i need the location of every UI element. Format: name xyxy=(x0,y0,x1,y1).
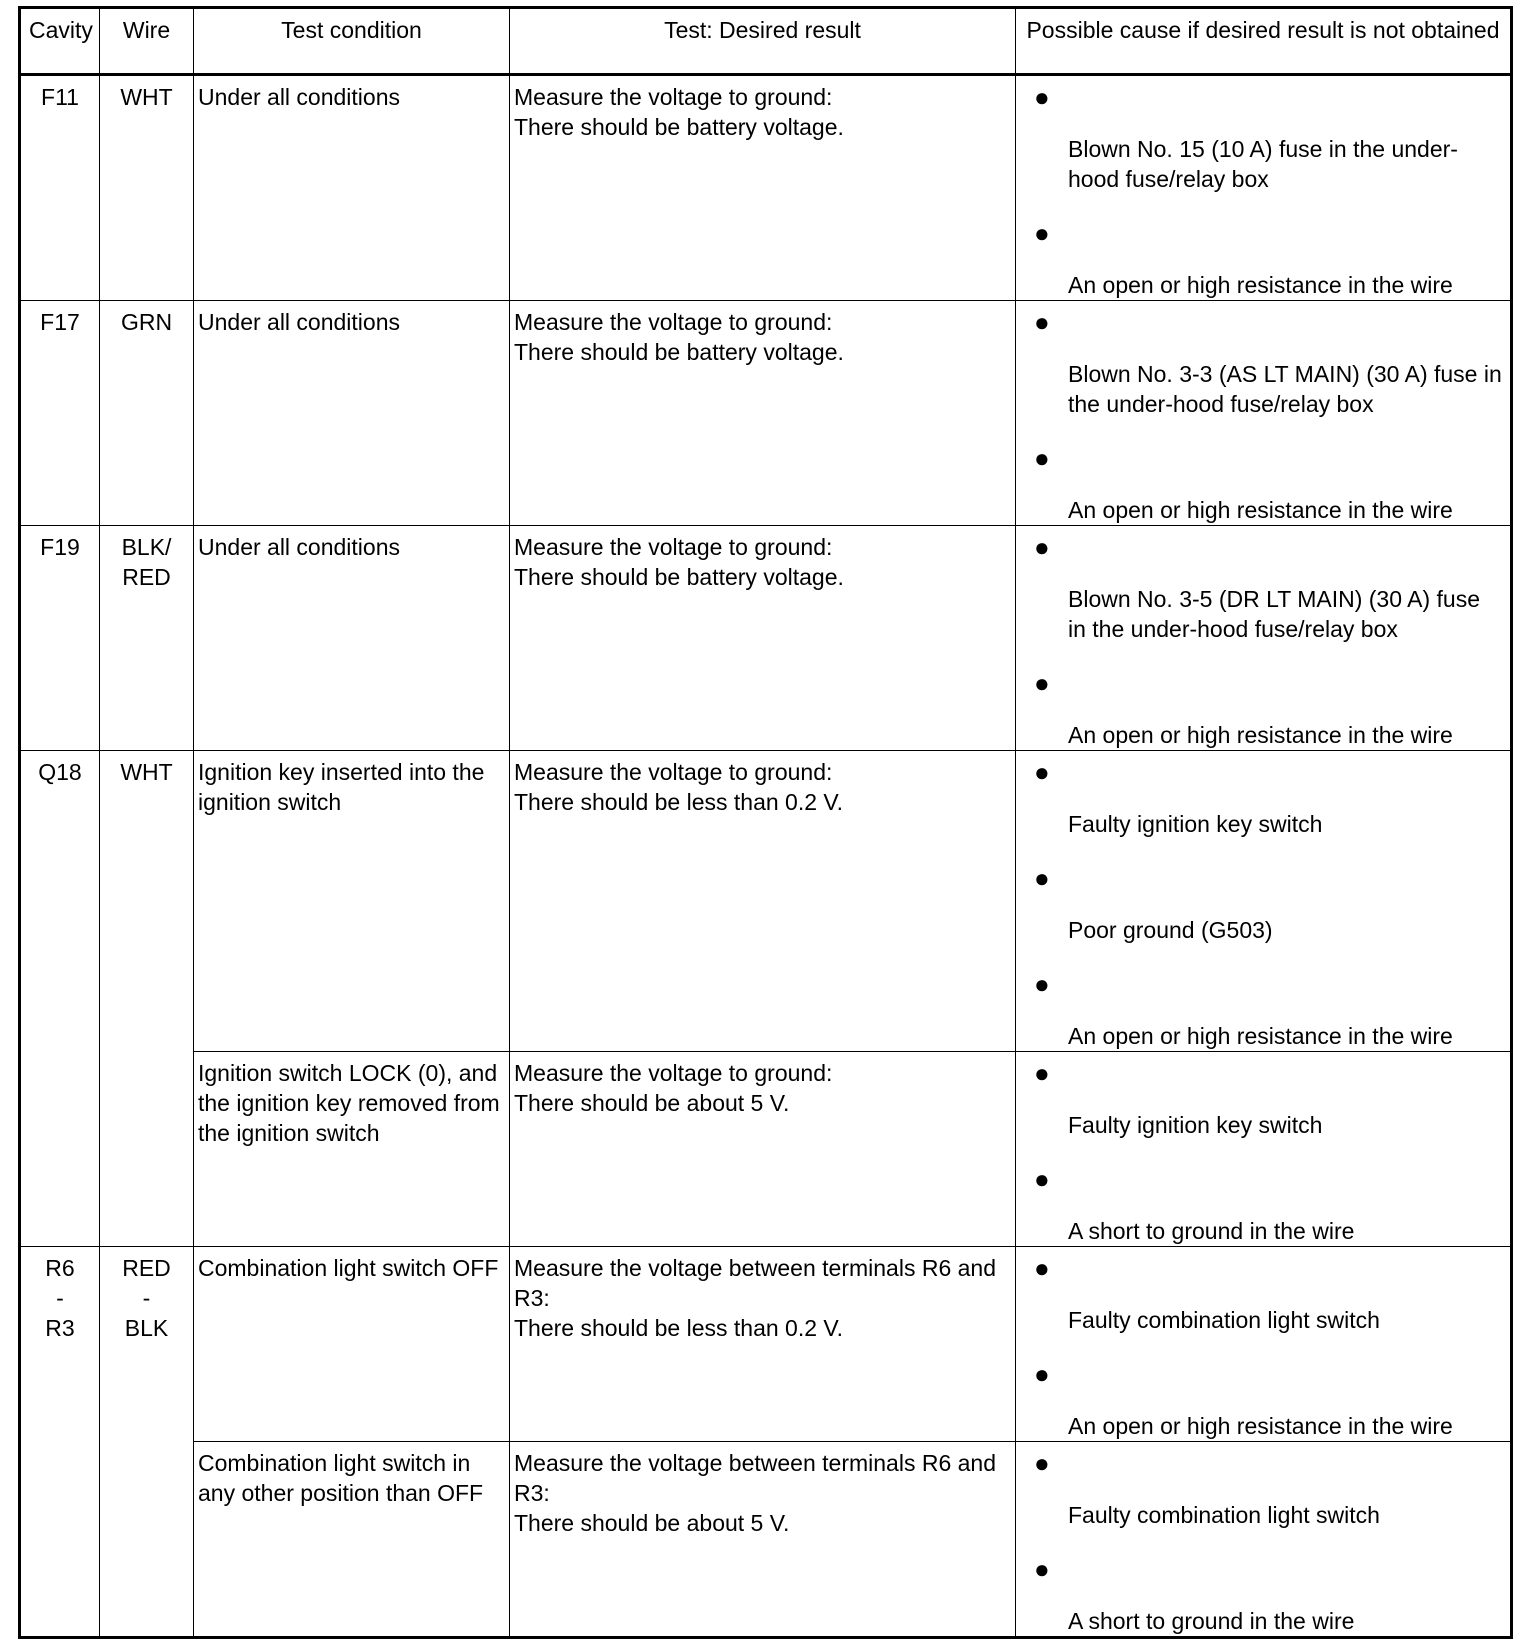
bullet-icon: ● xyxy=(1034,863,1050,893)
cause-text: An open or high resistance in the wire xyxy=(1068,497,1453,523)
test-table xyxy=(18,6,1513,1639)
cause-text: Faulty ignition key switch xyxy=(1068,811,1323,837)
cause-list xyxy=(1034,1056,1504,1246)
condition-lines xyxy=(198,307,505,337)
cause-list xyxy=(1034,80,1504,300)
result-line: Measure the voltage to ground: xyxy=(514,309,833,335)
test-condition-cell xyxy=(194,1052,510,1247)
cause-text: An open or high resistance in the wire xyxy=(1068,1413,1453,1439)
header-possible-cause: Possible cause if desired result is not obtained xyxy=(1016,8,1512,75)
cavity-line: F11 xyxy=(41,84,79,110)
result-line: Measure the voltage to ground: xyxy=(514,534,833,560)
cause-list xyxy=(1034,1251,1504,1441)
table-row xyxy=(20,75,1512,301)
cavity-line: Q18 xyxy=(38,759,82,785)
result-line: Measure the voltage to ground: xyxy=(514,84,833,110)
bullet-icon: ● xyxy=(1034,307,1050,337)
condition-line: Ignition key inserted into the ignition switch xyxy=(198,759,485,815)
condition-line: Combination light switch in any other position than OFF xyxy=(198,1450,484,1506)
wire-lines xyxy=(100,1253,193,1343)
cause-text: An open or high resistance in the wire xyxy=(1068,1023,1453,1049)
cavity-cell xyxy=(20,75,100,301)
desired-result-cell xyxy=(510,1247,1016,1442)
cause-item xyxy=(1034,1446,1504,1552)
table-row xyxy=(20,1247,1512,1442)
table-row xyxy=(20,751,1512,1052)
cause-text: A short to ground in the wire xyxy=(1068,1608,1355,1634)
cause-item xyxy=(1034,1162,1504,1246)
possible-cause-cell xyxy=(1016,1052,1512,1247)
header-cavity: Cavity xyxy=(20,8,100,75)
possible-cause-cell xyxy=(1016,301,1512,526)
bullet-icon: ● xyxy=(1034,1253,1050,1283)
test-condition-cell xyxy=(194,1442,510,1638)
cavity-lines xyxy=(21,82,99,112)
table-row xyxy=(20,1052,1512,1247)
result-line: Measure the voltage between terminals R6 and R3: xyxy=(514,1255,997,1311)
condition-lines xyxy=(198,1448,505,1508)
wire-line: BLK/ xyxy=(121,534,172,560)
cavity-cell xyxy=(20,1247,100,1638)
cause-item xyxy=(1034,216,1504,300)
bullet-icon: ● xyxy=(1034,532,1050,562)
cause-item xyxy=(1034,967,1504,1051)
wire-line: BLK xyxy=(124,1315,169,1341)
result-line: Measure the voltage to ground: xyxy=(514,1060,833,1086)
condition-lines xyxy=(198,82,505,112)
cause-list xyxy=(1034,530,1504,750)
header-test-condition: Test condition xyxy=(194,8,510,75)
result-lines xyxy=(514,757,1011,817)
cause-text: Faulty ignition key switch xyxy=(1068,1112,1323,1138)
possible-cause-cell xyxy=(1016,526,1512,751)
cause-item xyxy=(1034,666,1504,750)
cavity-lines xyxy=(21,757,99,787)
cause-item xyxy=(1034,1056,1504,1162)
bullet-icon: ● xyxy=(1034,82,1050,112)
result-lines xyxy=(514,307,1011,367)
cause-item xyxy=(1034,1251,1504,1357)
cause-item xyxy=(1034,305,1504,441)
cavity-line: F17 xyxy=(40,309,80,335)
cause-text: Blown No. 15 (10 A) fuse in the under-hood fuse/relay box xyxy=(1068,136,1458,192)
condition-lines xyxy=(198,532,505,562)
cause-list xyxy=(1034,755,1504,1051)
result-line: There should be battery voltage. xyxy=(514,339,844,365)
cavity-lines xyxy=(21,532,99,562)
cavity-line: R6 xyxy=(45,1255,75,1281)
cause-text: Blown No. 3-5 (DR LT MAIN) (30 A) fuse in the under-hood fuse/relay box xyxy=(1068,586,1481,642)
condition-line: Under all conditions xyxy=(198,309,401,335)
test-condition-cell xyxy=(194,751,510,1052)
desired-result-cell xyxy=(510,1442,1016,1638)
bullet-icon: ● xyxy=(1034,1554,1050,1584)
result-line: There should be less than 0.2 V. xyxy=(514,789,844,815)
condition-lines xyxy=(198,1058,505,1148)
possible-cause-cell xyxy=(1016,751,1512,1052)
bullet-icon: ● xyxy=(1034,443,1050,473)
desired-result-cell xyxy=(510,75,1016,301)
condition-lines xyxy=(198,1253,505,1283)
condition-line: Combination light switch OFF xyxy=(198,1255,499,1281)
wire-lines xyxy=(100,757,193,787)
cavity-cell xyxy=(20,301,100,526)
cavity-lines xyxy=(21,307,99,337)
bullet-icon: ● xyxy=(1034,969,1050,999)
result-line: There should be battery voltage. xyxy=(514,114,844,140)
result-line: Measure the voltage to ground: xyxy=(514,759,833,785)
cause-item xyxy=(1034,530,1504,666)
wire-line: WHT xyxy=(120,84,173,110)
result-line: Measure the voltage between terminals R6 and R3: xyxy=(514,1450,997,1506)
result-line: There should be less than 0.2 V. xyxy=(514,1315,844,1341)
header-row xyxy=(20,8,1512,75)
possible-cause-cell xyxy=(1016,1247,1512,1442)
bullet-icon: ● xyxy=(1034,1359,1050,1389)
wire-line: - xyxy=(142,1285,151,1311)
wire-lines xyxy=(100,307,193,337)
wire-line: RED xyxy=(122,1255,171,1281)
table-row xyxy=(20,526,1512,751)
header-desired-result: Test: Desired result xyxy=(510,8,1016,75)
cause-text: An open or high resistance in the wire xyxy=(1068,272,1453,298)
cavity-line: F19 xyxy=(40,534,80,560)
cause-text: Blown No. 3-3 (AS LT MAIN) (30 A) fuse in the under-hood fuse/relay box xyxy=(1068,361,1502,417)
result-line: There should be battery voltage. xyxy=(514,564,844,590)
cause-item xyxy=(1034,1552,1504,1636)
wire-cell xyxy=(100,301,194,526)
table-row xyxy=(20,301,1512,526)
bullet-icon: ● xyxy=(1034,1448,1050,1478)
result-lines xyxy=(514,1253,1011,1343)
wire-line: WHT xyxy=(120,759,173,785)
wire-cell xyxy=(100,526,194,751)
wire-lines xyxy=(100,532,193,592)
wire-line: RED xyxy=(122,564,171,590)
bullet-icon: ● xyxy=(1034,668,1050,698)
test-condition-cell xyxy=(194,301,510,526)
cause-item xyxy=(1034,80,1504,216)
cause-text: Faulty combination light switch xyxy=(1068,1307,1380,1333)
result-lines xyxy=(514,532,1011,592)
cause-list xyxy=(1034,1446,1504,1636)
condition-line: Under all conditions xyxy=(198,534,401,560)
table-row xyxy=(20,1442,1512,1638)
wire-cell xyxy=(100,751,194,1247)
cause-item xyxy=(1034,441,1504,525)
result-line: There should be about 5 V. xyxy=(514,1090,790,1116)
cause-item xyxy=(1034,755,1504,861)
possible-cause-cell xyxy=(1016,75,1512,301)
wire-line: GRN xyxy=(120,309,173,335)
desired-result-cell xyxy=(510,526,1016,751)
cavity-line: R3 xyxy=(45,1315,75,1341)
header-wire: Wire xyxy=(100,8,194,75)
condition-line: Ignition switch LOCK (0), and the ignition key removed from the ignition switch xyxy=(198,1060,500,1146)
condition-line: Under all conditions xyxy=(198,84,401,110)
cause-text: An open or high resistance in the wire xyxy=(1068,722,1453,748)
cause-item xyxy=(1034,861,1504,967)
bullet-icon: ● xyxy=(1034,218,1050,248)
desired-result-cell xyxy=(510,1052,1016,1247)
result-lines xyxy=(514,1058,1011,1118)
condition-lines xyxy=(198,757,505,817)
cause-list xyxy=(1034,305,1504,525)
cause-item xyxy=(1034,1357,1504,1441)
result-lines xyxy=(514,1448,1011,1538)
bullet-icon: ● xyxy=(1034,1058,1050,1088)
result-lines xyxy=(514,82,1011,142)
cavity-cell xyxy=(20,526,100,751)
wire-lines xyxy=(100,82,193,112)
desired-result-cell xyxy=(510,301,1016,526)
test-condition-cell xyxy=(194,526,510,751)
cause-text: Faulty combination light switch xyxy=(1068,1502,1380,1528)
bullet-icon: ● xyxy=(1034,757,1050,787)
cavity-cell xyxy=(20,751,100,1247)
cavity-line: - xyxy=(56,1285,64,1311)
table-body xyxy=(20,75,1512,1638)
cavity-lines xyxy=(21,1253,99,1343)
cause-text: A short to ground in the wire xyxy=(1068,1218,1355,1244)
wire-cell xyxy=(100,75,194,301)
bullet-icon: ● xyxy=(1034,1164,1050,1194)
wire-cell xyxy=(100,1247,194,1638)
desired-result-cell xyxy=(510,751,1016,1052)
result-line: There should be about 5 V. xyxy=(514,1510,790,1536)
test-condition-cell xyxy=(194,1247,510,1442)
possible-cause-cell xyxy=(1016,1442,1512,1638)
cause-text: Poor ground (G503) xyxy=(1068,917,1273,943)
test-condition-cell xyxy=(194,75,510,301)
